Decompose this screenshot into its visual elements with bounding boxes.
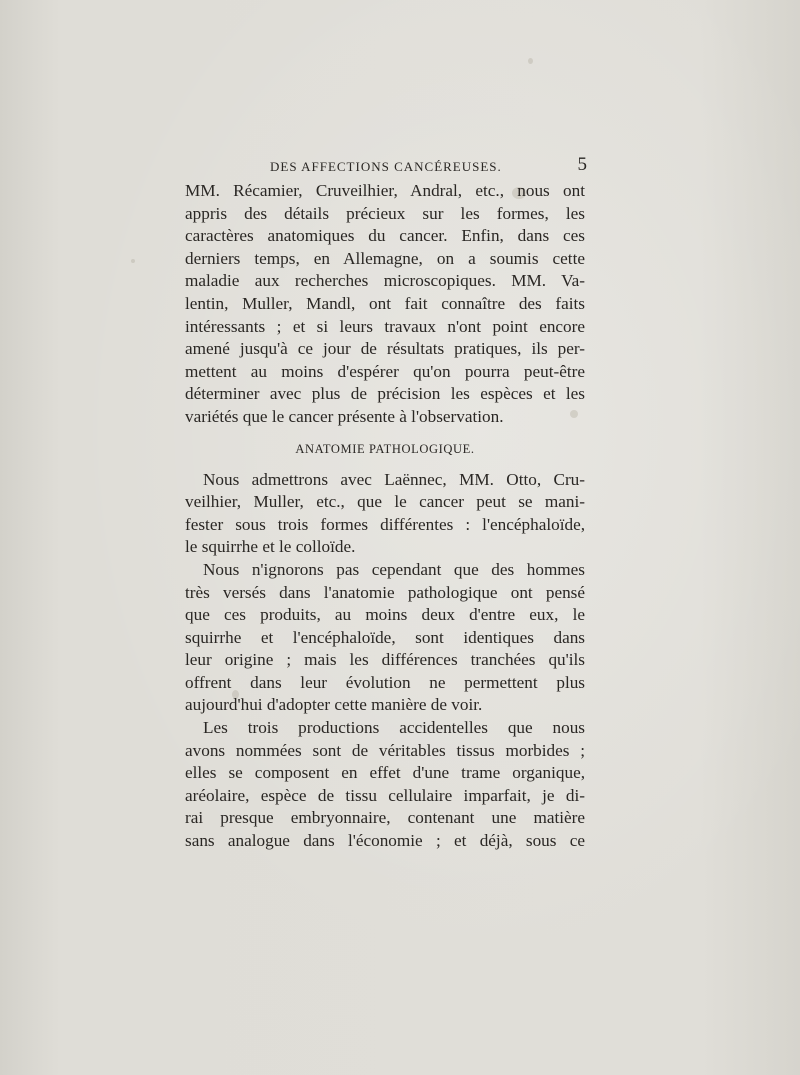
text-line: mettent au moins d'espérer qu'on pourra peut-être	[185, 361, 585, 381]
text-line: variétés que le cancer présente à l'observation.	[185, 406, 504, 426]
paragraph	[185, 180, 585, 429]
text-line: lentin, Muller, Mandl, ont fait connaître des faits	[185, 293, 585, 313]
foxing-spot	[528, 58, 533, 64]
text-line: appris des détails précieux sur les formes, les	[185, 203, 585, 223]
running-title: DES AFFECTIONS CANCÉREUSES.	[270, 159, 502, 174]
text-line: amené jusqu'à ce jour de résultats pratiques, ils per-	[185, 339, 585, 359]
text-line: veilhier, Muller, etc., que le cancer peut se mani-	[185, 492, 585, 512]
text-line: caractères anatomiques du cancer. Enfin, dans ces	[185, 226, 585, 246]
text-line: elles se composent en effet d'une trame organique,	[185, 763, 585, 783]
text-line: rai presque embryonnaire, contenant une matière	[185, 808, 585, 828]
paragraph	[185, 559, 585, 717]
section-heading: ANATOMIE PATHOLOGIQUE.	[295, 441, 475, 456]
text-line: que ces produits, au moins deux d'entre eux, le	[185, 605, 585, 625]
page-header	[185, 154, 585, 176]
text-line: intéressants ; et si leurs travaux n'ont point encore	[185, 316, 585, 336]
text-line: derniers temps, en Allemagne, on a soumis cette	[185, 248, 585, 268]
text-line: très versés dans l'anatomie pathologique ont pensé	[185, 582, 585, 602]
foxing-spot	[131, 259, 135, 263]
text-line: squirrhe et l'encéphaloïde, sont identiques dans	[185, 627, 585, 647]
text-line: MM. Récamier, Cruveilhier, Andral, etc., nous ont	[185, 181, 585, 200]
text-line: le squirrhe et le colloïde.	[185, 537, 356, 557]
text-line: aréolaire, espèce de tissu cellulaire imparfait, je di-	[185, 785, 585, 805]
text-line: Nous admettrons avec Laënnec, MM. Otto, Cru-	[203, 469, 585, 489]
text-line: avons nommées sont de véritables tissus morbides ;	[185, 740, 585, 760]
paragraph	[185, 717, 585, 853]
text-line: déterminer avec plus de précision les espèces et les	[185, 384, 585, 404]
text-line: Nous n'ignorons pas cependant que des hommes	[203, 559, 585, 579]
text-line: sans analogue dans l'économie ; et déjà, sous ce	[185, 831, 585, 851]
text-line: fester sous trois formes différentes : l'encéphaloïde,	[185, 514, 585, 534]
text-line: maladie aux recherches microscopiques. MM. Va-	[185, 271, 585, 291]
text-line: leur origine ; mais les différences tranchées qu'ils	[185, 650, 585, 670]
text-line: Les trois productions accidentelles que nous	[203, 718, 585, 738]
body-text	[185, 180, 585, 853]
page-number: 5	[577, 154, 587, 175]
paragraph	[185, 469, 585, 559]
text-line: aujourd'hui d'adopter cette manière de voir.	[185, 695, 483, 715]
text-line: offrent dans leur évolution ne permettent plus	[185, 672, 585, 692]
